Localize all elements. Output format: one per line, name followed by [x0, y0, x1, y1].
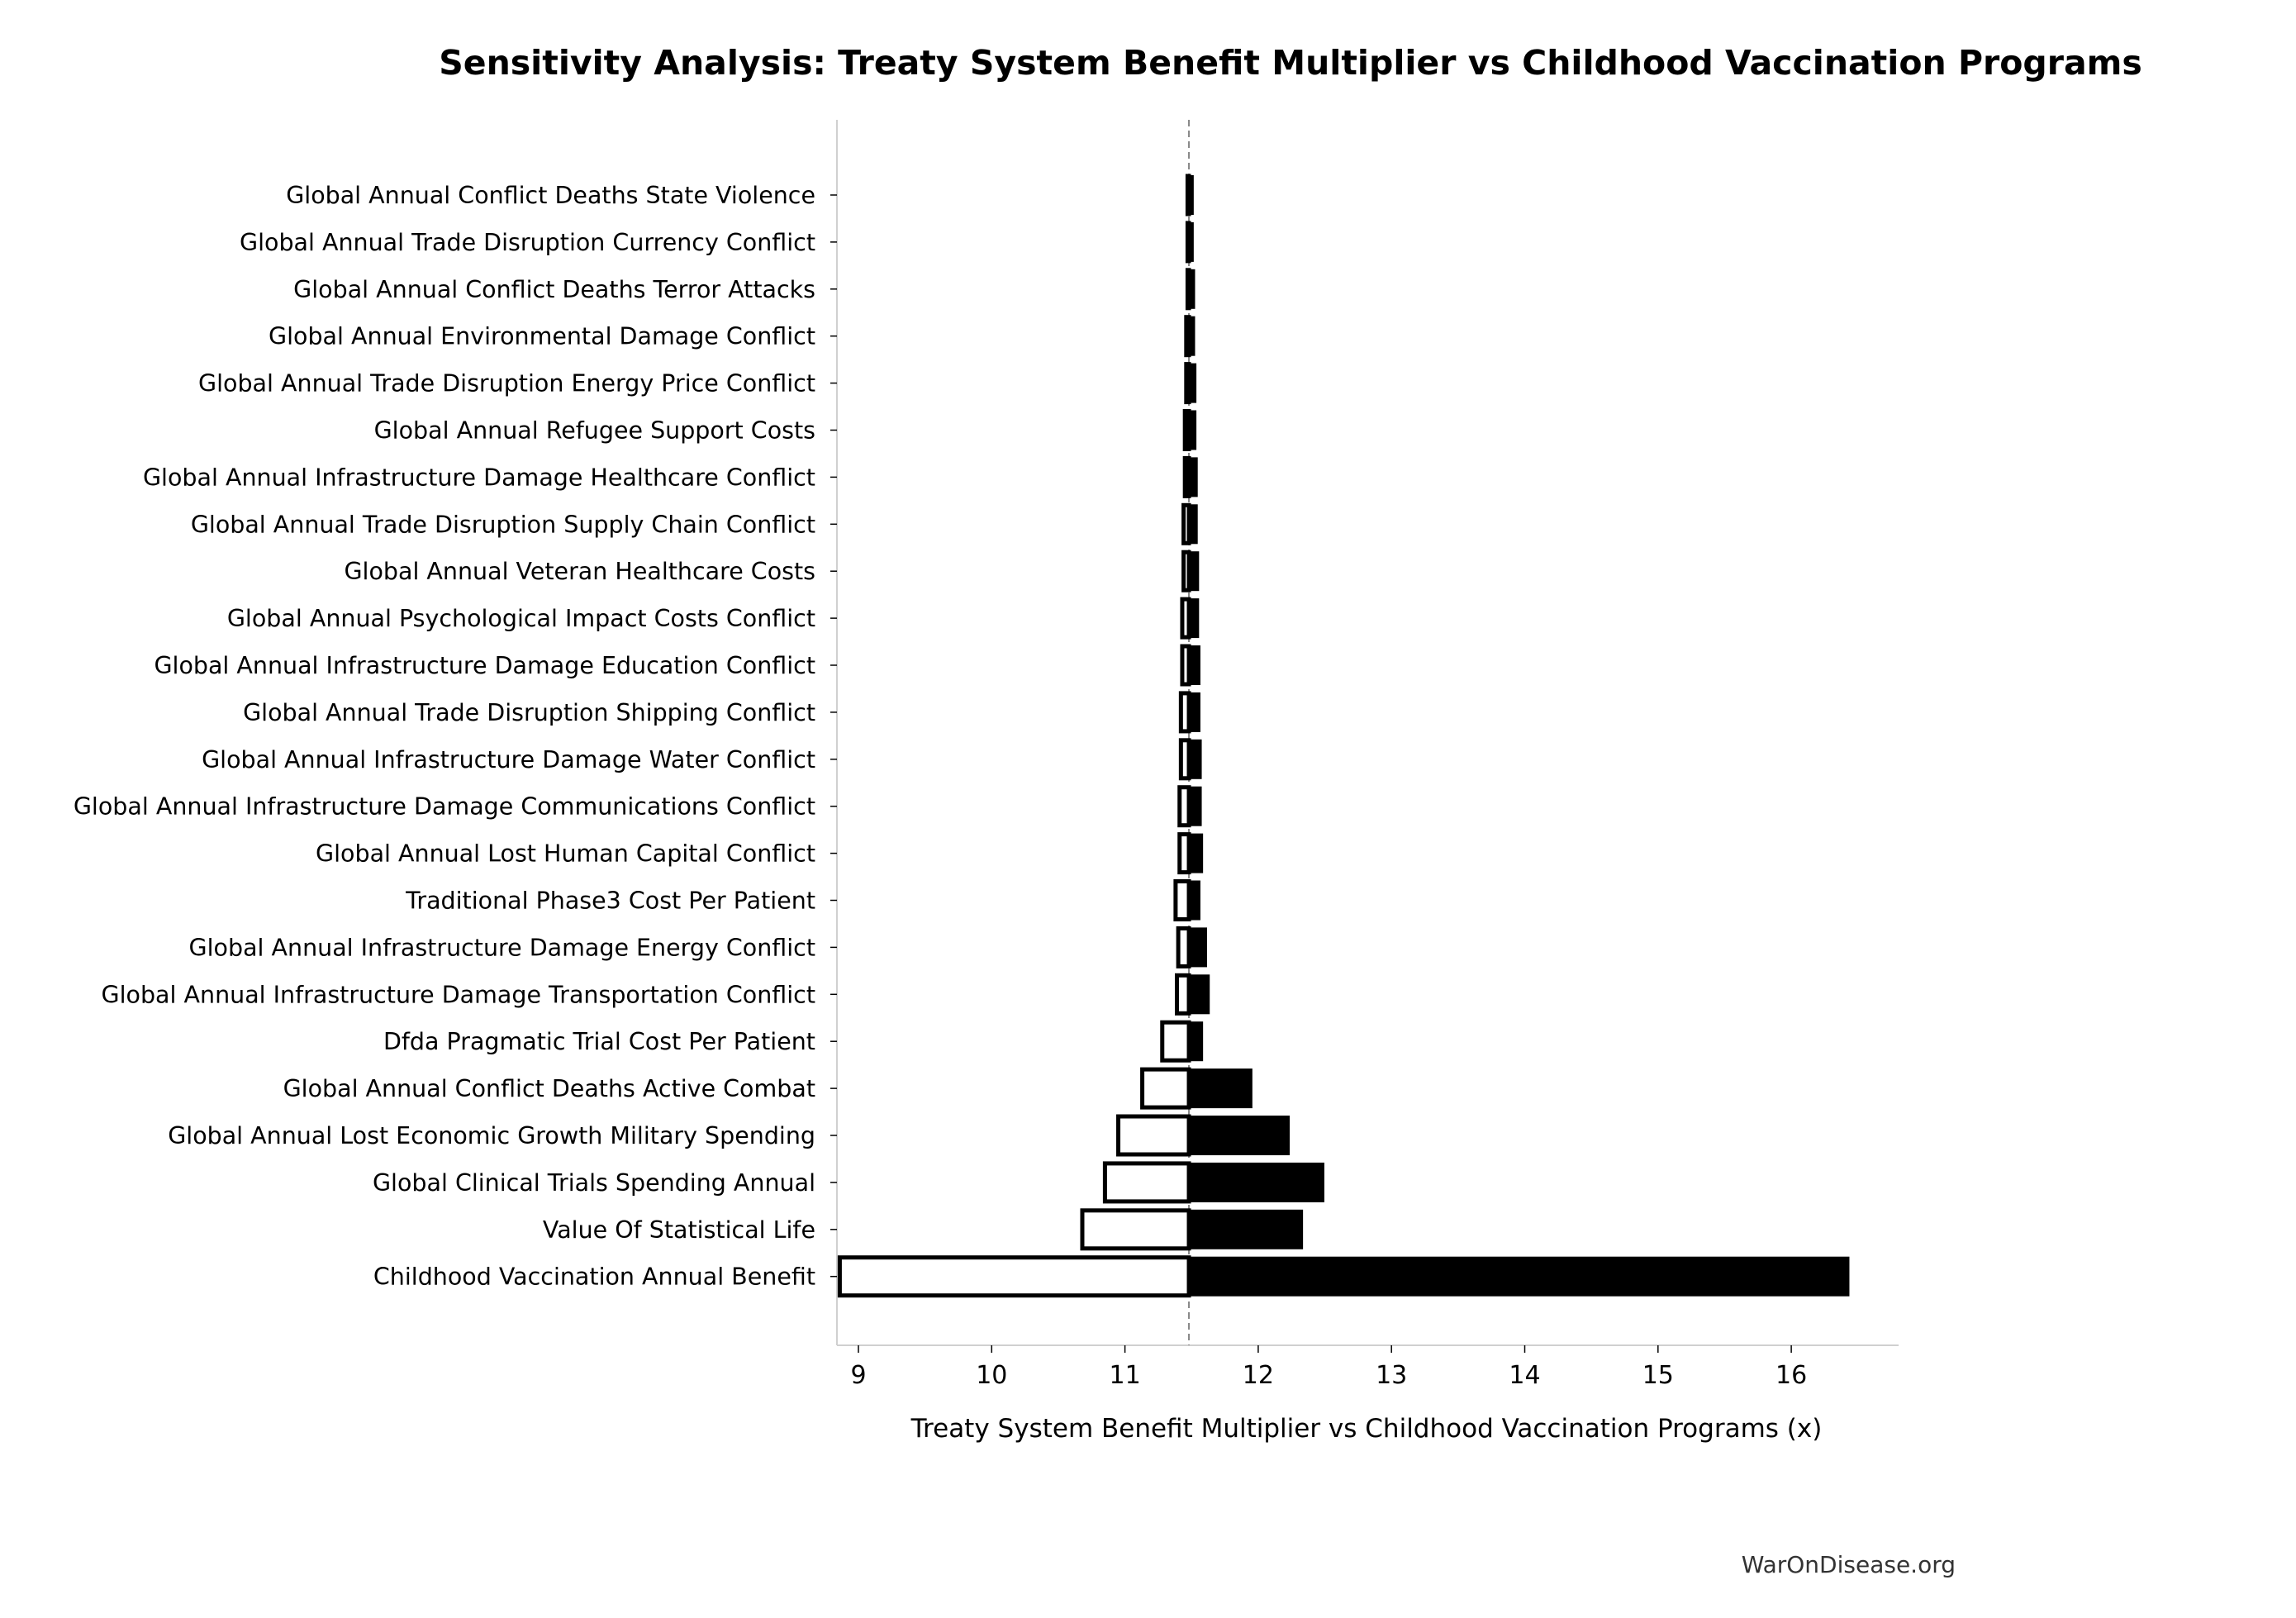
bar-high: [1189, 975, 1209, 1013]
y-tick-label: Global Annual Conflict Deaths State Violence: [286, 182, 815, 209]
bar-high: [1189, 882, 1200, 920]
bar-low: [1180, 835, 1189, 873]
bar-low: [1181, 740, 1189, 778]
y-tick-label: Dfda Pragmatic Trial Cost Per Patient: [383, 1028, 815, 1056]
y-tick-label: Traditional Phase3 Cost Per Patient: [406, 887, 815, 915]
y-tick-label: Global Annual Conflict Deaths Active Combat: [283, 1075, 815, 1103]
y-tick-label: Global Annual Environmental Damage Conflict: [269, 322, 815, 350]
bar-low: [1119, 1116, 1189, 1154]
x-tick-label: 11: [1109, 1361, 1141, 1390]
bar-high: [1189, 317, 1194, 355]
y-axis: [74, 182, 837, 1291]
watermark-text: WarOnDisease.org: [1741, 1551, 1956, 1578]
bar-low: [1176, 882, 1189, 920]
y-tick-label: Global Annual Infrastructure Damage Energy Conflict: [188, 934, 815, 962]
bar-high: [1189, 270, 1194, 308]
y-tick-label: Global Annual Infrastructure Damage Transportation Conflict: [101, 981, 815, 1009]
bar-high: [1189, 1022, 1202, 1060]
y-tick-label: Childhood Vaccination Annual Benefit: [373, 1263, 815, 1291]
y-tick-label: Global Annual Lost Human Capital Conflict: [316, 840, 815, 868]
bar-low: [1182, 599, 1189, 637]
bar-high: [1189, 1211, 1302, 1249]
x-axis-label: Treaty System Benefit Multiplier vs Childhood Vaccination Programs (x): [910, 1414, 1823, 1444]
bar-low: [1177, 975, 1190, 1013]
bar-low: [1180, 788, 1189, 826]
y-tick-label: Global Annual Infrastructure Damage Healthcare Conflict: [142, 464, 815, 492]
x-axis: [850, 1345, 1807, 1390]
y-tick-label: Global Annual Lost Economic Growth Military Spending: [168, 1122, 815, 1149]
bar-high: [1189, 1069, 1252, 1107]
y-tick-label: Global Annual Trade Disruption Supply Chain Conflict: [190, 511, 815, 539]
plot-axes: [837, 120, 1899, 1345]
bar-high: [1189, 835, 1202, 873]
bar-low: [1082, 1211, 1189, 1249]
y-tick-label: Global Annual Trade Disruption Currency Conflict: [240, 228, 815, 256]
bar-high: [1189, 693, 1200, 731]
x-tick-label: 10: [976, 1361, 1008, 1390]
bar-high: [1189, 176, 1193, 214]
y-tick-label: Global Annual Conflict Deaths Terror Attacks: [293, 275, 815, 303]
bar-high: [1189, 505, 1197, 543]
y-tick-label: Global Annual Veteran Healthcare Costs: [344, 558, 815, 586]
y-tick-label: Global Clinical Trials Spending Annual: [372, 1168, 815, 1197]
x-tick-label: 13: [1376, 1361, 1408, 1390]
bar-high: [1189, 1164, 1324, 1202]
y-tick-label: Value Of Statistical Life: [542, 1216, 815, 1244]
bar-high: [1189, 412, 1196, 450]
x-tick-label: 15: [1642, 1361, 1674, 1390]
x-tick-label: 14: [1509, 1361, 1541, 1390]
bar-low: [1105, 1164, 1189, 1202]
y-tick-label: Global Annual Infrastructure Damage Education Conflict: [154, 652, 815, 679]
bar-high: [1189, 552, 1198, 590]
bar-low: [1143, 1069, 1189, 1107]
bar-high: [1189, 458, 1197, 496]
bars-group: [839, 176, 1848, 1296]
bar-low: [1178, 928, 1189, 966]
y-tick-label: Global Annual Infrastructure Damage Water Conflict: [202, 745, 815, 773]
bar-high: [1189, 788, 1201, 826]
bar-high: [1189, 740, 1201, 778]
bar-high: [1189, 928, 1206, 966]
bar-high: [1189, 599, 1198, 637]
y-tick-label: Global Annual Trade Disruption Energy Price Conflict: [198, 369, 815, 397]
x-tick-label: 9: [850, 1361, 867, 1390]
x-tick-label: 12: [1242, 1361, 1274, 1390]
bar-low: [1182, 646, 1189, 684]
y-tick-label: Global Annual Psychological Impact Costs Conflict: [226, 605, 815, 633]
bar-high: [1189, 646, 1200, 684]
y-tick-label: Global Annual Infrastructure Damage Communications Conflict: [73, 792, 815, 821]
bar-low: [1181, 693, 1189, 731]
bar-high: [1189, 223, 1193, 261]
y-tick-label: Global Annual Refugee Support Costs: [373, 416, 815, 445]
chart-title: Sensitivity Analysis: Treaty System Benefit Multiplier vs Childhood Vaccination Programs: [439, 43, 2142, 83]
bar-high: [1189, 1116, 1289, 1154]
bar-high: [1189, 1258, 1848, 1296]
x-tick-label: 16: [1775, 1361, 1808, 1390]
bar-low: [1162, 1022, 1189, 1060]
bar-low: [839, 1258, 1189, 1296]
y-tick-label: Global Annual Trade Disruption Shipping Conflict: [243, 698, 815, 726]
bar-high: [1189, 364, 1196, 402]
